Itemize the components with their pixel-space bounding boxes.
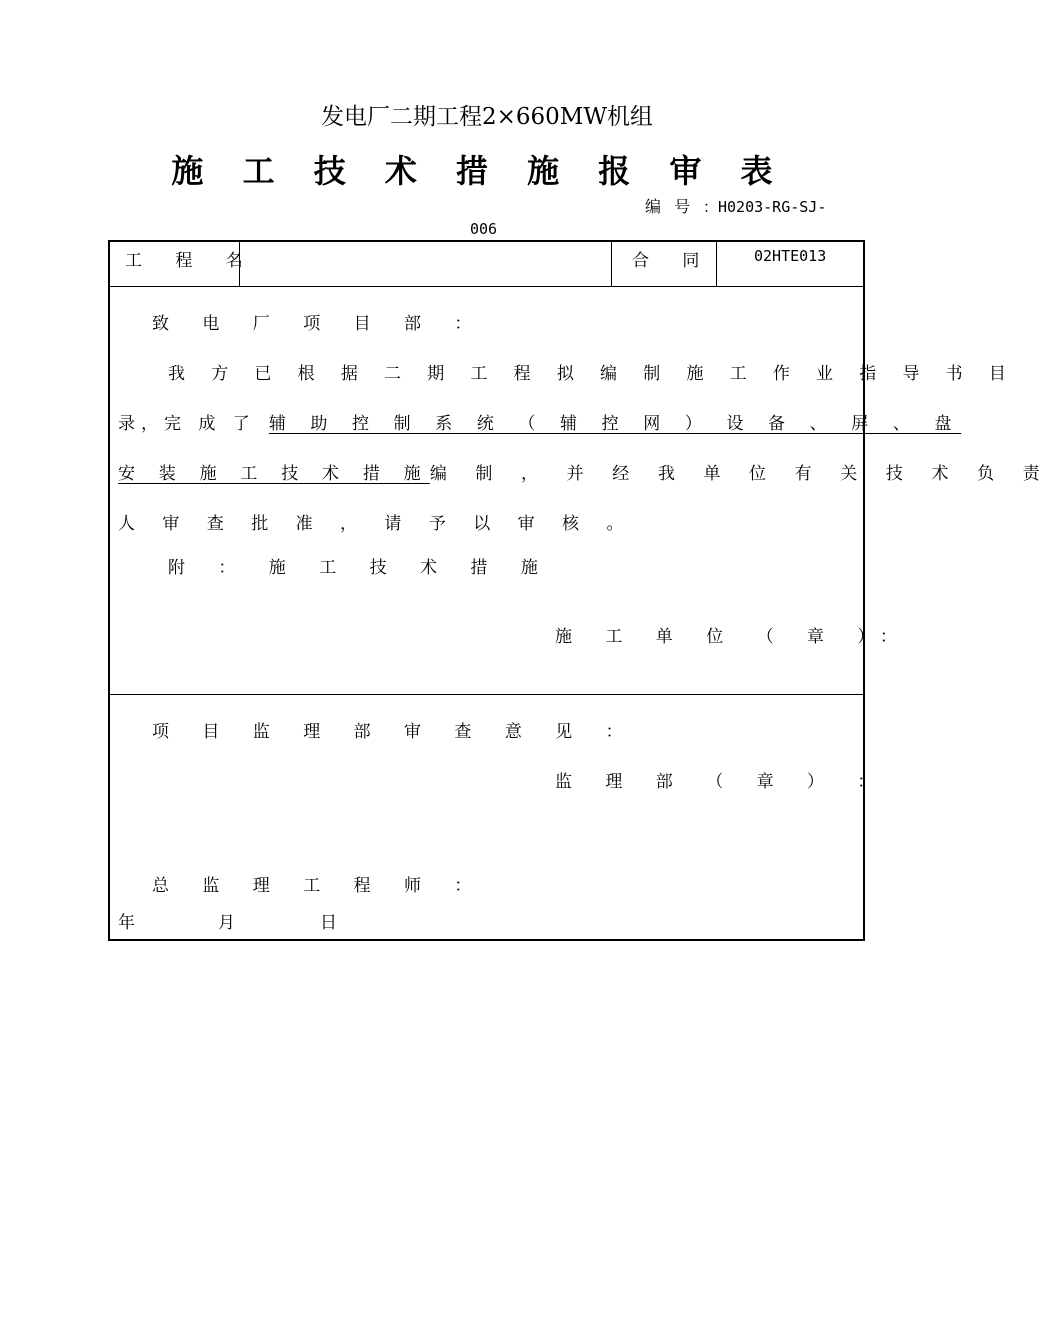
submission-line-2 bbox=[118, 409, 961, 434]
row-divider-2 bbox=[108, 694, 865, 695]
chief-engineer-label: 总 监 理 工 程 师 ： bbox=[152, 876, 486, 896]
line-2-prefix: 录，完 成 了 bbox=[118, 414, 256, 434]
line-3-suffix: 编 制 ， 并 经 我 单 位 有 关 技 术 负 责 bbox=[429, 464, 1051, 484]
submission-line-1: 我 方 已 根 据 二 期 工 程 拟 编 制 施 工 作 业 指 导 书 目 bbox=[168, 364, 1017, 384]
table-border-left bbox=[108, 240, 110, 941]
date-month-label: 月 bbox=[218, 913, 235, 933]
document-title: 施 工 技 术 措 施 报 审 表 bbox=[171, 152, 787, 190]
attachment-line: 附 ： 施 工 技 术 措 施 bbox=[168, 558, 552, 578]
submission-line-3 bbox=[118, 459, 1051, 484]
supervision-dept-seal: 监 理 部 （ 章 ） ： bbox=[555, 772, 889, 792]
review-opinion-label: 项 目 监 理 部 审 查 意 见 ： bbox=[152, 722, 637, 742]
addressee: 致 电 厂 项 目 部 ： bbox=[152, 314, 486, 334]
measure-name-part-1: 辅 助 控 制 系 统 （ 辅 控 网 ） 设 备 、 屏 、 盘 bbox=[268, 414, 962, 434]
col-divider-3 bbox=[716, 240, 717, 287]
row-divider-1 bbox=[108, 286, 865, 287]
code-label: 编 号 bbox=[645, 197, 695, 216]
code-value: ：H0203-RG-SJ- bbox=[703, 198, 827, 216]
construction-unit-seal: 施 工 单 位 （ 章 ）： bbox=[555, 627, 911, 647]
contract-label: 合 同 bbox=[632, 251, 714, 271]
date-day-label: 日 bbox=[320, 913, 337, 933]
table-border-right bbox=[863, 240, 865, 941]
code-value-continued: 006 bbox=[470, 220, 498, 238]
table-border-bottom bbox=[108, 939, 865, 941]
date-year-label: 年 bbox=[118, 913, 135, 933]
col-divider-2 bbox=[611, 240, 612, 287]
contract-value: 02HTE013 bbox=[754, 247, 827, 265]
project-name-value[interactable] bbox=[250, 246, 600, 276]
document-subtitle: 发电厂二期工程2×660MW机组 bbox=[321, 104, 653, 130]
project-name-label: 工 程 名 bbox=[125, 251, 257, 271]
measure-name-part-2: 安 装 施 工 技 术 措 施 bbox=[118, 464, 430, 484]
submission-line-4: 人 审 查 批 准 ， 请 予 以 审 核 。 bbox=[118, 514, 635, 534]
table-border-top bbox=[108, 240, 865, 242]
